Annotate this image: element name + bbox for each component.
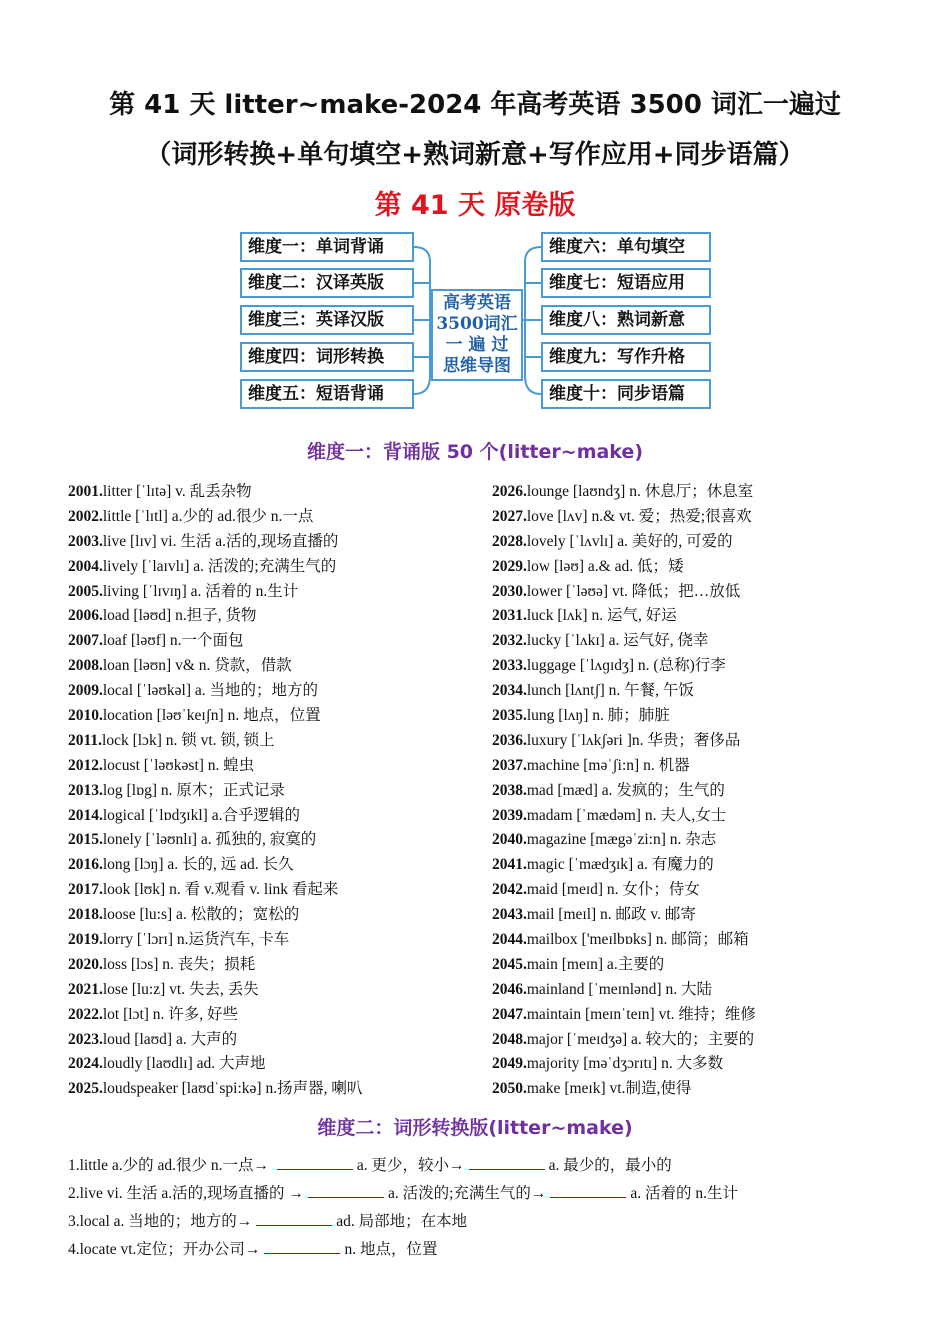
vocab-text: load [ləʊd] n.担子, 货物 — [102, 607, 257, 625]
mindmap-dimension-8: 维度八：熟词新意 — [541, 305, 711, 335]
mindmap-center-line: 一 遍 过 — [445, 335, 509, 355]
vocab-entry — [492, 853, 912, 878]
vocab-text: litter [ˈlɪtə] v. 乱丢杂物 — [102, 483, 252, 500]
vocab-entry — [492, 480, 912, 505]
vocab-text: lonely [ˈləʊnlɪ] a. 孤独的, 寂寞的 — [102, 831, 317, 849]
vocab-text: loose [lu:s] a. 松散的；宽松的 — [102, 906, 300, 924]
vocab-entry — [492, 679, 912, 704]
vocab-entry — [68, 530, 488, 555]
vocab-entry — [492, 779, 912, 804]
exercise-item — [68, 1208, 928, 1236]
vocab-entry — [492, 1077, 912, 1102]
vocab-entry — [68, 604, 488, 629]
exercise-prompt: 2.live vi. 生活 a.活的,现场直播的 → — [68, 1185, 304, 1202]
vocab-entry — [492, 1052, 912, 1077]
answer-blank[interactable] — [264, 1240, 340, 1254]
vocab-text: machine [məˈʃi:n] n. 机器 — [526, 756, 690, 774]
vocab-entry — [492, 729, 912, 754]
mindmap-center-line: 高考英语 — [443, 293, 511, 313]
vocab-number: 2016. — [68, 856, 103, 874]
vocab-entry — [68, 1028, 488, 1053]
vocab-number: 2007. — [68, 632, 103, 650]
vocab-number: 2043. — [492, 906, 527, 924]
vocab-number: 2012. — [68, 756, 103, 774]
vocab-entry — [492, 530, 912, 555]
vocab-number: 2026. — [492, 483, 527, 500]
vocab-number: 2028. — [492, 532, 527, 550]
vocab-entry — [68, 804, 488, 829]
exercise-prompt: n. 地点，位置 — [344, 1241, 438, 1258]
vocab-entry — [68, 480, 488, 505]
vocab-text: maid [meɪd] n. 女仆；侍女 — [526, 881, 700, 899]
vocab-number: 2049. — [492, 1055, 527, 1073]
vocab-text: lung [lʌŋ] n. 肺；肺脏 — [526, 707, 670, 725]
vocab-text: mad [mæd] a. 发疯的；生气的 — [526, 781, 725, 799]
vocab-text: mail [meɪl] n. 邮政 v. 邮寄 — [526, 906, 696, 924]
vocab-text: local [ˈləʊkəl] a. 当地的；地方的 — [102, 682, 318, 700]
vocab-column-left — [68, 480, 488, 1102]
mindmap-dimension-7: 维度七：短语应用 — [541, 268, 711, 298]
vocab-entry — [492, 804, 912, 829]
vocab-number: 2022. — [68, 1005, 103, 1023]
vocab-text: location [ləʊˈkeɪʃn] n. 地点，位置 — [102, 707, 321, 725]
vocab-entry — [68, 580, 488, 605]
vocab-number: 2025. — [68, 1080, 103, 1098]
vocab-text: loaf [ləʊf] n.一个面包 — [102, 632, 244, 650]
vocab-text: main [meɪn] a.主要的 — [526, 955, 665, 973]
vocab-number: 2034. — [492, 682, 527, 700]
mindmap-dimension-6: 维度六：单句填空 — [541, 232, 711, 262]
vocab-text: madam [ˈmædəm] n. 夫人,女士 — [526, 806, 727, 824]
mindmap-dimension-4: 维度四：词形转换 — [240, 342, 414, 372]
exercise-prompt: ad. 局部地；在本地 — [336, 1213, 468, 1230]
vocab-number: 2032. — [492, 632, 527, 650]
vocab-number: 2048. — [492, 1030, 527, 1048]
vocab-entry — [68, 679, 488, 704]
vocab-text: loan [ləʊn] v& n. 贷款，借款 — [102, 657, 292, 675]
vocab-text: loudspeaker [laʊdˈspi:kə] n.扬声器, 喇叭 — [102, 1080, 363, 1098]
document-subtitle: （词形转换+单句填空+熟词新意+写作应用+同步语篇） — [145, 140, 805, 170]
vocab-entry — [68, 953, 488, 978]
exercise-prompt: a. 更少，较小→ — [356, 1157, 465, 1174]
vocab-entry — [68, 1077, 488, 1102]
vocab-text: lovely [ˈlʌvlɪ] a. 美好的, 可爱的 — [526, 532, 733, 550]
mindmap-dimension-9: 维度九：写作升格 — [541, 342, 711, 372]
exercise-prompt: 4.locate vt.定位；开办公司→ — [68, 1241, 261, 1258]
vocab-text: live [lɪv] vi. 生活 a.活的,现场直播的 — [102, 532, 339, 550]
vocab-entry — [492, 953, 912, 978]
vocab-text: magic [ˈmædʒɪk] a. 有魔力的 — [526, 856, 714, 874]
vocab-entry — [68, 853, 488, 878]
exercise-item — [68, 1180, 928, 1208]
exercise-item — [68, 1152, 928, 1180]
vocab-entry — [492, 878, 912, 903]
vocab-number: 2005. — [68, 582, 103, 600]
vocab-number: 2041. — [492, 856, 527, 874]
mindmap-center — [431, 289, 523, 381]
vocab-number: 2036. — [492, 731, 527, 749]
vocab-text: loud [laʊd] a. 大声的 — [102, 1030, 238, 1048]
vocab-number: 2033. — [492, 657, 527, 675]
vocab-text: log [lɒg] n. 原木；正式记录 — [102, 781, 285, 799]
vocab-entry — [492, 654, 912, 679]
answer-blank[interactable] — [277, 1156, 353, 1170]
vocab-entry — [492, 604, 912, 629]
vocab-entry — [68, 1052, 488, 1077]
vocab-text: loss [lɔs] n. 丧失；损耗 — [102, 955, 256, 973]
vocab-text: mailbox ['meɪlbɒks] n. 邮筒；邮箱 — [526, 931, 749, 949]
vocab-text: love [lʌv] n.& vt. 爱；热爱;很喜欢 — [526, 507, 752, 525]
vocab-entry — [68, 505, 488, 530]
vocab-text: luggage [ˈlʌɡɪdʒ] n. (总称)行李 — [526, 657, 726, 675]
vocab-entry — [492, 978, 912, 1003]
vocab-text: low [ləʊ] a.& ad. 低；矮 — [526, 557, 684, 575]
answer-blank[interactable] — [469, 1156, 545, 1170]
vocab-number: 2037. — [492, 756, 527, 774]
mindmap-center-line: 思维导图 — [443, 356, 511, 376]
vocab-number: 2042. — [492, 881, 527, 899]
vocab-entry — [68, 555, 488, 580]
vocab-entry — [492, 928, 912, 953]
vocab-number: 2039. — [492, 806, 527, 824]
vocab-number: 2050. — [492, 1080, 527, 1098]
vocab-number: 2024. — [68, 1055, 103, 1073]
mindmap-dimension-5: 维度五：短语背诵 — [240, 379, 414, 409]
vocab-number: 2009. — [68, 682, 103, 700]
vocab-entry — [68, 928, 488, 953]
mindmap-dimension-10: 维度十：同步语篇 — [541, 379, 711, 409]
vocab-number: 2018. — [68, 906, 103, 924]
answer-blank[interactable] — [308, 1184, 384, 1198]
exercise-prompt: a. 最少的，最小的 — [548, 1157, 672, 1174]
vocab-entry — [68, 629, 488, 654]
vocab-entry — [492, 754, 912, 779]
vocab-number: 2046. — [492, 980, 527, 998]
answer-blank[interactable] — [550, 1184, 626, 1198]
vocab-text: little [ˈlɪtl] a.少的 ad.很少 n.一点 — [102, 507, 314, 525]
exercise-prompt: a. 活着的 n.生计 — [630, 1185, 739, 1202]
vocab-text: magazine [mægəˈzi:n] n. 杂志 — [526, 831, 717, 849]
vocab-number: 2013. — [68, 781, 103, 799]
vocab-text: logical [ˈlɒdʒɪkl] a.合乎逻辑的 — [102, 806, 300, 824]
vocab-text: lose [lu:z] vt. 失去, 丢失 — [102, 980, 259, 998]
vocab-text: long [lɔŋ] a. 长的, 远 ad. 长久 — [102, 856, 294, 874]
vocab-text: lock [lɔk] n. 锁 vt. 锁, 锁上 — [102, 731, 275, 749]
vocab-text: maintain [meɪnˈteɪn] vt. 维持；维修 — [526, 1005, 756, 1023]
vocab-number: 2008. — [68, 657, 103, 675]
vocab-number: 2004. — [68, 557, 103, 575]
document-title: 第 41 天 litter~make-2024 年高考英语 3500 词汇一遍过 — [109, 90, 841, 120]
vocab-number: 2027. — [492, 507, 527, 525]
vocab-entry — [68, 729, 488, 754]
vocab-entry — [492, 555, 912, 580]
exercise-prompt: 3.local a. 当地的；地方的→ — [68, 1213, 253, 1230]
vocab-entry — [492, 828, 912, 853]
mindmap-dimension-3: 维度三：英译汉版 — [240, 305, 414, 335]
vocab-text: loudly [laʊdlɪ] ad. 大声地 — [102, 1055, 266, 1073]
vocab-text: lorry [ˈlɔrɪ] n.运货汽车, 卡车 — [102, 931, 290, 949]
vocab-entry — [492, 1028, 912, 1053]
vocab-number: 2014. — [68, 806, 103, 824]
vocab-number: 2021. — [68, 980, 103, 998]
vocab-text: majority [məˈdʒɔrɪtɪ] n. 大多数 — [526, 1055, 724, 1073]
vocab-text: lunch [lʌntʃ] n. 午餐, 午饭 — [526, 682, 694, 700]
vocab-text: living [ˈlɪvɪŋ] a. 活着的 n.生计 — [102, 582, 299, 600]
vocab-number: 2023. — [68, 1030, 103, 1048]
exercise-prompt: a. 活泼的;充满生气的→ — [387, 1185, 547, 1202]
vocab-text: major [ˈmeɪdʒə] a. 较大的；主要的 — [526, 1030, 755, 1048]
vocab-number: 2045. — [492, 955, 527, 973]
vocab-number: 2020. — [68, 955, 103, 973]
vocab-column-right — [492, 480, 912, 1102]
vocab-text: look [lʊk] n. 看 v.观看 v. link 看起来 — [102, 881, 339, 899]
vocab-number: 2003. — [68, 532, 103, 550]
vocab-text: mainland [ˈmeɪnlənd] n. 大陆 — [526, 980, 712, 998]
vocab-text: lucky [ˈlʌkɪ] a. 运气好, 侥幸 — [526, 632, 709, 650]
vocab-entry — [68, 754, 488, 779]
vocab-entry — [68, 1003, 488, 1028]
vocab-number: 2044. — [492, 931, 527, 949]
vocab-entry — [68, 978, 488, 1003]
vocab-entry — [492, 629, 912, 654]
vocab-entry — [68, 779, 488, 804]
vocab-entry — [492, 704, 912, 729]
section-title-recitation: 维度一：背诵版 50 个(litter~make) — [306, 441, 644, 463]
vocab-number: 2035. — [492, 707, 527, 725]
vocab-number: 2010. — [68, 707, 103, 725]
vocab-entry — [68, 903, 488, 928]
vocab-entry — [68, 828, 488, 853]
vocab-number: 2015. — [68, 831, 103, 849]
exercise-item — [68, 1236, 928, 1264]
vocab-number: 2031. — [492, 607, 527, 625]
vocab-text: luxury [ˈlʌkʃəri ]n. 华贵；奢侈品 — [526, 731, 741, 749]
vocab-number: 2001. — [68, 483, 103, 500]
vocab-text: lower [ˈləʊə] vt. 降低；把…放低 — [526, 582, 741, 600]
vocab-text: luck [lʌk] n. 运气, 好运 — [526, 607, 677, 625]
mindmap-dimension-2: 维度二：汉译英版 — [240, 268, 414, 298]
vocab-entry — [492, 903, 912, 928]
exercise-prompt: 1.little a.少的 ad.很少 n.一点→ — [68, 1157, 273, 1174]
day-label: 第 41 天 原卷版 — [374, 190, 576, 221]
vocab-text: make [meɪk] vt.制造,使得 — [526, 1080, 692, 1098]
vocab-number: 2006. — [68, 607, 103, 625]
vocab-entry — [68, 704, 488, 729]
vocab-number: 2040. — [492, 831, 527, 849]
vocab-number: 2002. — [68, 507, 103, 525]
section-title-word-forms: 维度二：词形转换版(litter~make) — [317, 1117, 633, 1139]
vocab-number: 2038. — [492, 781, 527, 799]
vocab-text: lounge [laʊndʒ] n. 休息厅；休息室 — [526, 483, 754, 500]
vocab-text: lot [lɔt] n. 许多, 好些 — [102, 1005, 239, 1023]
vocab-number: 2030. — [492, 582, 527, 600]
vocab-number: 2047. — [492, 1005, 527, 1023]
vocab-text: locust [ˈləʊkəst] n. 蝗虫 — [102, 756, 255, 774]
vocab-entry — [68, 878, 488, 903]
vocab-entry — [492, 1003, 912, 1028]
vocab-number: 2017. — [68, 881, 103, 899]
exercise-list — [68, 1152, 928, 1264]
vocab-number: 2011. — [68, 731, 103, 749]
mindmap-dimension-1: 维度一：单词背诵 — [240, 232, 414, 262]
mindmap-center-line: 3500词汇 — [436, 314, 518, 334]
vocab-entry — [68, 654, 488, 679]
vocab-number: 2019. — [68, 931, 103, 949]
vocab-text: lively [ˈlaɪvlɪ] a. 活泼的;充满生气的 — [102, 557, 337, 575]
vocab-number: 2029. — [492, 557, 527, 575]
vocab-entry — [492, 505, 912, 530]
vocab-entry — [492, 580, 912, 605]
answer-blank[interactable] — [256, 1212, 332, 1226]
